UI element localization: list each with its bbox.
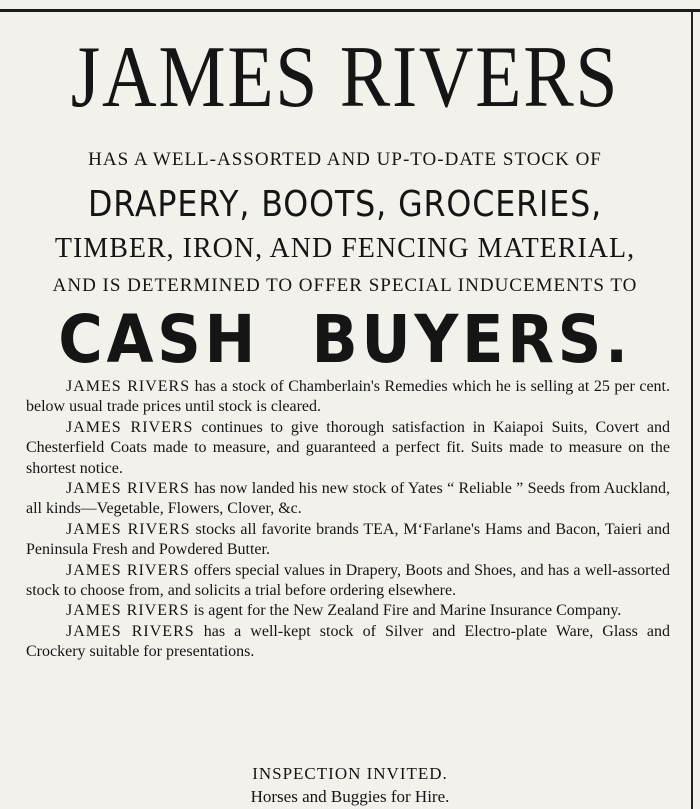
tagline-goods: DRAPERY, BOOTS, GROCERIES, [87, 184, 603, 225]
paragraph-silverware [26, 622, 670, 663]
tagline-inducements: AND IS DETERMINED TO OFFER SPECIAL INDUCEMENTS TO [52, 275, 638, 296]
tagline-materials: TIMBER, IRON, AND FENCING MATERIAL, [54, 233, 636, 264]
cash-buyers-heading: CASH BUYERS. [58, 301, 632, 378]
horses-buggies-line: Horses and Buggies for Hire. [250, 787, 450, 806]
headline: JAMES RIVERS [70, 29, 620, 126]
advertiser-name: JAMES RIVERS [66, 418, 194, 436]
paragraph-drapery [26, 561, 670, 602]
paragraph-text: is agent for the New Zealand Fire and Marine Insurance Company. [189, 602, 622, 620]
paragraph-remedies [26, 377, 670, 418]
paragraph-text: has a stock of Chamberlain's Remedies which he is selling at 25 per cent. below usual trade prices until stock is cleared. [26, 378, 670, 416]
paragraph-text: has now landed his new stock of Yates “ Reliable ” Seeds from Auckland, all kinds—Vegetable, Flowers, Clover, &c. [26, 480, 671, 518]
advertiser-name: JAMES RIVERS [66, 602, 190, 620]
paragraph-text: stocks all favorite brands TEA, M‘Farlane's Hams and Bacon, Taieri and Peninsula Fresh and Powdered Butter. [26, 520, 671, 559]
advertiser-name: JAMES RIVERS [66, 378, 191, 395]
advertiser-name: JAMES RIVERS [66, 520, 191, 538]
tagline-stock: HAS A WELL-ASSORTED AND UP-TO-DATE STOCK OF [88, 149, 602, 170]
advertiser-name: JAMES RIVERS [66, 622, 195, 640]
paragraph-seeds [26, 479, 670, 520]
paragraph-insurance [26, 601, 670, 621]
inspection-invited: INSPECTION INVITED. [252, 764, 448, 783]
top-rule [0, 9, 700, 12]
advertiser-name: JAMES RIVERS [66, 480, 190, 498]
paragraph-tea [26, 520, 670, 561]
paragraph-text: offers special values in Drapery, Boots and Shoes, and has a well-assorted stock to choose from, and solicits a trial before ordering elsewhere. [26, 561, 670, 600]
paragraph-text: has a well-kept stock of Silver and Electro-plate Ware, Glass and Crockery suitable for presentations. [26, 622, 671, 661]
right-border-rule [691, 12, 693, 809]
advertisement-body [26, 377, 670, 663]
paragraph-text: continues to give thorough satisfaction in Kaiapoi Suits, Covert and Chesterfield Coats made to measure, and guaranteed a perfect fit. Suits made to measure on the shortest notice. [26, 418, 671, 477]
paragraph-suits [26, 418, 670, 479]
advertiser-name: JAMES RIVERS [66, 561, 190, 579]
